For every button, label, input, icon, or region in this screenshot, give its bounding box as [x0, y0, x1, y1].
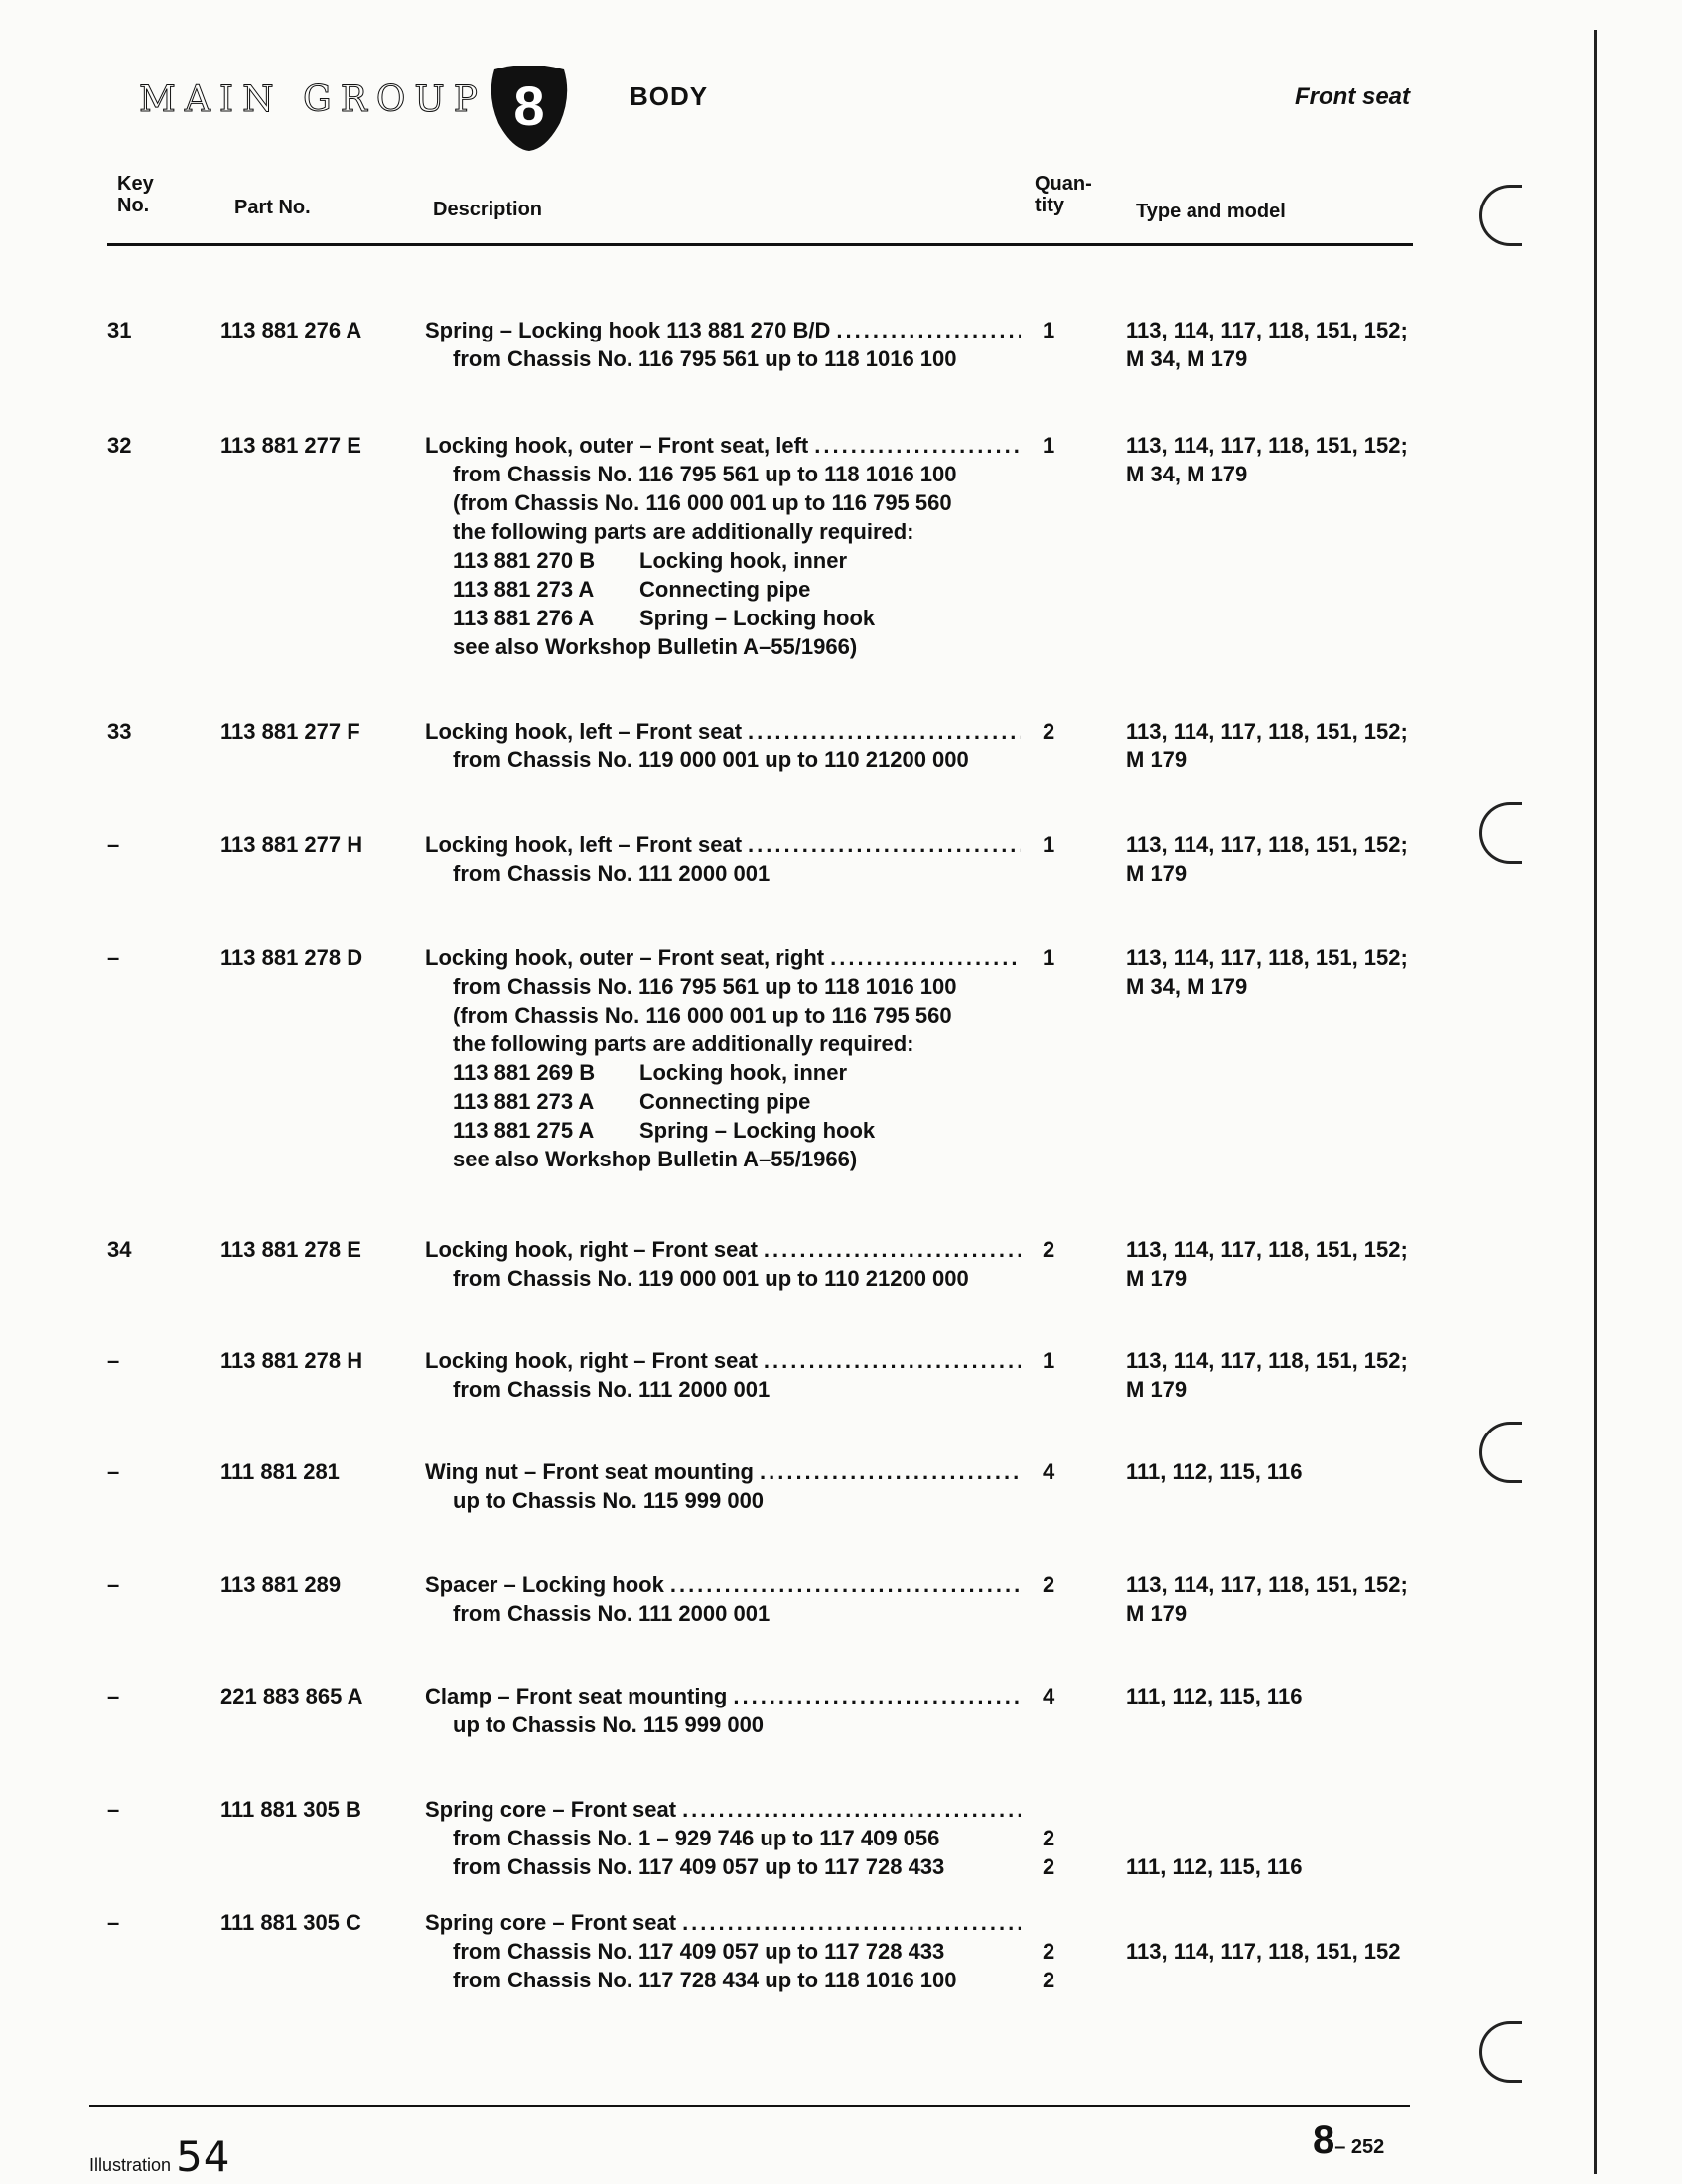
dot-leader — [764, 1346, 1021, 1375]
quantity — [1043, 1235, 1092, 1264]
quantity — [1043, 1682, 1092, 1710]
type-model-line: 113, 114, 117, 118, 151, 152; — [1126, 1572, 1408, 1597]
description-main — [425, 717, 1021, 746]
required-part — [425, 604, 1021, 632]
required-part-number: 113 881 270 B — [453, 548, 596, 573]
description — [425, 1682, 1021, 1739]
description-main — [425, 316, 1021, 344]
binder-ring-icon — [1479, 802, 1522, 864]
required-part-desc: Connecting pipe — [639, 1089, 811, 1114]
part-number: 111 881 305 B — [220, 1797, 361, 1822]
type-model-line: 113, 114, 117, 118, 151, 152 — [1126, 1939, 1401, 1964]
binder-ring-icon — [1479, 2021, 1522, 2083]
quantity-value: 2 — [1043, 1237, 1055, 1262]
part-number: 111 881 281 — [220, 1459, 340, 1484]
description-sub: from Chassis No. 117 409 057 up to 117 728 433 — [453, 1939, 945, 1964]
column-header-description: Description — [433, 199, 543, 220]
dot-leader — [748, 717, 1021, 746]
key-number: – — [107, 945, 120, 970]
description-main — [425, 830, 1021, 859]
footer-divider — [89, 2105, 1410, 2107]
description-text: Locking hook, right – Front seat — [425, 1237, 758, 1262]
description — [425, 316, 1021, 373]
type-model — [1126, 431, 1454, 488]
description — [425, 1457, 1021, 1515]
quantity — [1043, 1570, 1092, 1599]
description-sub: the following parts are additionally required: — [453, 1031, 914, 1056]
section-title: Front seat — [1295, 83, 1411, 110]
type-model-line: 113, 114, 117, 118, 151, 152; — [1126, 945, 1408, 970]
bulletin-note: see also Workshop Bulletin A–55/1966) — [453, 1147, 858, 1171]
quantity-value: 4 — [1043, 1459, 1055, 1484]
description — [425, 943, 1021, 1173]
type-model — [1126, 316, 1454, 373]
quantity-value: 1 — [1043, 945, 1055, 970]
description — [425, 431, 1021, 661]
quantity-value: 4 — [1043, 1684, 1055, 1708]
column-header-quantity: Quan- tity — [1035, 173, 1092, 216]
description-sub: from Chassis No. 111 2000 001 — [453, 1377, 771, 1402]
description-sub: from Chassis No. 111 2000 001 — [453, 1601, 771, 1626]
key-number: – — [107, 1459, 120, 1484]
required-part-number: 113 881 275 A — [453, 1118, 595, 1143]
quantity — [1043, 431, 1092, 460]
quantity — [1043, 316, 1092, 344]
description-sub: from Chassis No. 1 – 929 746 up to 117 409 056 — [453, 1826, 940, 1850]
key-number: – — [107, 1684, 120, 1708]
description-main — [425, 431, 1021, 460]
part-number: 113 881 277 F — [220, 719, 360, 744]
type-model — [1126, 943, 1454, 1001]
type-model-line — [1126, 1966, 1454, 1994]
type-model — [1126, 1795, 1454, 1881]
type-model-line: M 179 — [1126, 1266, 1188, 1291]
description-sub: up to Chassis No. 115 999 000 — [453, 1712, 765, 1737]
description — [425, 1908, 1021, 1994]
quantity-line: 2 — [1043, 1939, 1055, 1964]
key-number: 34 — [107, 1237, 132, 1262]
type-model-line: 113, 114, 117, 118, 151, 152; — [1126, 318, 1408, 342]
quantity — [1043, 1346, 1092, 1375]
type-model-line: 113, 114, 117, 118, 151, 152; — [1126, 1237, 1408, 1262]
part-number: 113 881 278 D — [220, 945, 363, 970]
description-sub: from Chassis No. 119 000 001 up to 110 21200 000 — [453, 1266, 969, 1291]
description-main — [425, 1235, 1021, 1264]
description-sub: from Chassis No. 119 000 001 up to 110 21200 000 — [453, 748, 969, 772]
description-main — [425, 1795, 1021, 1824]
key-number: – — [107, 832, 120, 857]
description-text: Locking hook, outer – Front seat, left — [425, 433, 809, 458]
description-sub: from Chassis No. 117 409 057 up to 117 728 433 — [453, 1854, 945, 1879]
quantity — [1043, 830, 1092, 859]
quantity-line — [1043, 1908, 1092, 1937]
part-number: 113 881 277 E — [220, 433, 361, 458]
description-text: Locking hook, right – Front seat — [425, 1348, 758, 1373]
description-main — [425, 1457, 1021, 1486]
column-header-type: Type and model — [1136, 201, 1286, 222]
quantity-line: 2 — [1043, 1826, 1055, 1850]
description-main — [425, 1346, 1021, 1375]
description-sub: up to Chassis No. 115 999 000 — [453, 1488, 765, 1513]
type-model-line: 113, 114, 117, 118, 151, 152; — [1126, 433, 1408, 458]
binder-spine-line — [1594, 30, 1597, 2174]
dot-leader — [748, 830, 1021, 859]
dot-leader — [682, 1908, 1021, 1937]
description-main — [425, 1682, 1021, 1710]
required-part-number: 113 881 269 B — [453, 1060, 596, 1085]
quantity — [1043, 1457, 1092, 1486]
type-model — [1126, 1457, 1454, 1486]
group-name: BODY — [630, 81, 709, 111]
required-part-desc: Spring – Locking hook — [639, 606, 876, 630]
description-sub: from Chassis No. 116 795 561 up to 118 1016 100 — [453, 346, 957, 371]
group-number-badge — [489, 66, 570, 151]
description-sub: from Chassis No. 116 795 561 up to 118 1016 100 — [453, 462, 957, 486]
description — [425, 1235, 1021, 1293]
required-part — [425, 575, 1021, 604]
quantity-line: 2 — [1043, 1854, 1055, 1879]
binder-ring-icon — [1479, 185, 1522, 246]
quantity-value: 2 — [1043, 719, 1055, 744]
type-model-line — [1126, 1824, 1454, 1852]
key-number: – — [107, 1572, 120, 1597]
description-main — [425, 1570, 1021, 1599]
main-group-label: MAIN GROUP — [139, 79, 487, 120]
required-part-desc: Spring – Locking hook — [639, 1118, 876, 1143]
required-part-number: 113 881 273 A — [453, 1089, 595, 1114]
description-text: Spring core – Front seat — [425, 1797, 677, 1822]
description-sub: from Chassis No. 116 795 561 up to 118 1016 100 — [453, 974, 957, 999]
type-model-line: M 34, M 179 — [1126, 462, 1248, 486]
type-model — [1126, 717, 1454, 774]
key-number: – — [107, 1797, 120, 1822]
quantity — [1043, 1908, 1092, 1994]
type-model — [1126, 1908, 1454, 1994]
type-model-line: M 179 — [1126, 1377, 1188, 1402]
quantity-value: 1 — [1043, 1348, 1055, 1373]
binder-edge — [1594, 0, 1682, 2184]
type-model-line: 113, 114, 117, 118, 151, 152; — [1126, 832, 1408, 857]
quantity-value: 1 — [1043, 318, 1055, 342]
type-model-line: M 34, M 179 — [1126, 346, 1248, 371]
part-number: 113 881 277 H — [220, 832, 363, 857]
description-text: Locking hook, left – Front seat — [425, 719, 743, 744]
type-model-line: 113, 114, 117, 118, 151, 152; — [1126, 719, 1408, 744]
type-model-line — [1126, 1908, 1454, 1937]
quantity-line: 2 — [1043, 1968, 1055, 1992]
type-model-line: 111, 112, 115, 116 — [1126, 1459, 1303, 1484]
quantity — [1043, 943, 1092, 972]
description-text: Spacer – Locking hook — [425, 1572, 664, 1597]
description — [425, 1795, 1021, 1881]
required-part — [425, 1058, 1021, 1087]
page-number-sub: – 252 — [1334, 2136, 1385, 2158]
part-number: 113 881 276 A — [220, 318, 362, 342]
required-part — [425, 546, 1021, 575]
description-sub: (from Chassis No. 116 000 001 up to 116 795 560 — [453, 490, 952, 515]
required-part-desc: Locking hook, inner — [639, 1060, 848, 1085]
page-header — [0, 66, 1682, 145]
dot-leader — [836, 316, 1021, 344]
dot-leader — [830, 943, 1021, 972]
type-model — [1126, 830, 1454, 887]
dot-leader — [733, 1682, 1021, 1710]
description-text: Spring core – Front seat — [425, 1910, 677, 1935]
type-model — [1126, 1682, 1454, 1710]
type-model — [1126, 1235, 1454, 1293]
page-number-main: 8 — [1313, 2118, 1335, 2162]
quantity-line — [1043, 1795, 1092, 1824]
header-divider — [107, 243, 1413, 246]
description-main — [425, 1908, 1021, 1937]
description — [425, 717, 1021, 774]
required-part — [425, 1116, 1021, 1145]
required-part-desc: Locking hook, inner — [639, 548, 848, 573]
type-model-line: M 179 — [1126, 748, 1188, 772]
description-text: Clamp – Front seat mounting — [425, 1684, 728, 1708]
dot-leader — [682, 1795, 1021, 1824]
page-number — [1313, 2118, 1384, 2163]
type-model — [1126, 1570, 1454, 1628]
type-model-line: 111, 112, 115, 116 — [1126, 1854, 1303, 1879]
key-number: 31 — [107, 318, 132, 342]
quantity-value: 2 — [1043, 1572, 1055, 1597]
binder-ring-icon — [1479, 1422, 1522, 1483]
required-part — [425, 1087, 1021, 1116]
illustration-number: 54 — [176, 2132, 231, 2181]
description — [425, 830, 1021, 887]
key-number: 32 — [107, 433, 132, 458]
part-number: 113 881 289 — [220, 1572, 342, 1597]
illustration-ref — [89, 2132, 231, 2181]
quantity-value: 1 — [1043, 832, 1055, 857]
type-model-line: 113, 114, 117, 118, 151, 152; — [1126, 1348, 1408, 1373]
description-sub: from Chassis No. 117 728 434 up to 118 1016 100 — [453, 1968, 957, 1992]
type-model-line: M 179 — [1126, 861, 1188, 886]
description-text: Locking hook, left – Front seat — [425, 832, 743, 857]
type-model-line: M 179 — [1126, 1601, 1188, 1626]
key-number: 33 — [107, 719, 132, 744]
description — [425, 1570, 1021, 1628]
description-sub: the following parts are additionally required: — [453, 519, 914, 544]
type-model-line: M 34, M 179 — [1126, 974, 1248, 999]
type-model-line — [1126, 1795, 1454, 1824]
dot-leader — [670, 1570, 1021, 1599]
description-main — [425, 943, 1021, 972]
type-model — [1126, 1346, 1454, 1404]
dot-leader — [764, 1235, 1021, 1264]
quantity — [1043, 1795, 1092, 1881]
description-text: Spring – Locking hook 113 881 270 B/D — [425, 318, 831, 342]
quantity — [1043, 717, 1092, 746]
description-text: Locking hook, outer – Front seat, right — [425, 945, 825, 970]
required-part-desc: Connecting pipe — [639, 577, 811, 602]
part-number: 221 883 865 A — [220, 1684, 363, 1708]
description-text: Wing nut – Front seat mounting — [425, 1459, 754, 1484]
part-number: 111 881 305 C — [220, 1910, 361, 1935]
dot-leader — [760, 1457, 1021, 1486]
description — [425, 1346, 1021, 1404]
column-header-part: Part No. — [234, 197, 311, 218]
quantity-value: 1 — [1043, 433, 1055, 458]
bulletin-note: see also Workshop Bulletin A–55/1966) — [453, 634, 858, 659]
dot-leader — [814, 431, 1021, 460]
key-number: – — [107, 1910, 120, 1935]
description-sub: (from Chassis No. 116 000 001 up to 116 795 560 — [453, 1003, 952, 1027]
part-number: 113 881 278 H — [220, 1348, 363, 1373]
illustration-label: Illustration — [89, 2155, 172, 2175]
column-header-key: Key No. — [117, 173, 154, 216]
required-part-number: 113 881 273 A — [453, 577, 595, 602]
type-model-line: 111, 112, 115, 116 — [1126, 1684, 1303, 1708]
description-sub: from Chassis No. 111 2000 001 — [453, 861, 771, 886]
required-part-number: 113 881 276 A — [453, 606, 595, 630]
part-number: 113 881 278 E — [220, 1237, 361, 1262]
group-number: 8 — [513, 74, 545, 137]
key-number: – — [107, 1348, 120, 1373]
